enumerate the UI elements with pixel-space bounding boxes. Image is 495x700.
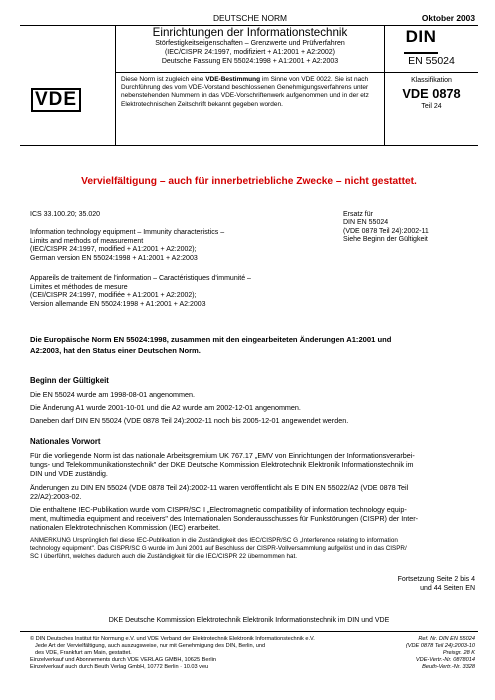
validity-p3: Daneben darf DIN EN 55024 (VDE 0878 Teil 24):2002-11 noch bis 2005-12-01 angewendet werden. [30, 416, 349, 425]
vde-notice: Diese Norm ist zugleich eine VDE-Bestimmung im Sinne von VDE 0022. Sie ist nach Durchführung des vom VDE-Vorstand beschlossenen Genehmigungsverfahrens unter nebenstehenden Nummern in das VDE-Vorschriftenwerk aufgenommen und in der etz Elektrotechnischen Zeitschrift bekannt gegeben worden. [121, 76, 369, 108]
foreword-p1: Für die vorliegende Norm ist das nationale Arbeitsgremium UK 767.17 „EMV von Einrichtungen der Informationsverarbei- tungs- und Telekommunikationstechnik" der DKE Deutsche Kommission Elektrotechnik Elektronik Informationstechnik im DIN und VDE zuständig. [30, 451, 415, 478]
status-statement: Die Europäische Norm EN 55024:1998, zusammen mit den eingearbeiteten Änderungen A1:2001 und A2:2003, hat den Status einer Deutschen Norm. [30, 335, 392, 355]
footer-reference: Ref. Nr. DIN EN 55024 (VDE 0878 Teil 24):2003-10 Preisgr. 28 K VDE-Vertr.-Nr. 0878014 Beuth-Vertr.-Nr. 3328 [405, 636, 475, 670]
english-title: Information technology equipment – Immunity characteristics – Limits and methods of measurement (IEC/CISPR 24:1997, modified + A1:2001 + A2:2002); German version EN 55024:1998 + A1:2001 + A2:2003 [30, 229, 225, 262]
header-box-bottom-rule [20, 145, 478, 146]
replacement-info: Ersatz für DIN EN 55024 (VDE 0878 Teil 24):2002-11 Siehe Beginn der Gültigkeit [343, 211, 429, 244]
din-logo: DIN [404, 28, 438, 54]
classification-number: VDE 0878 [402, 86, 461, 101]
din-number: EN 55024 [408, 55, 455, 67]
title-subtitle-3: Deutsche Fassung EN 55024:1998 + A1:2001 + A2:2003 [161, 58, 339, 65]
title-subtitle-2: (IEC/CISPR 24:1997, modifiziert + A1:2001 + A2:2002) [164, 49, 336, 56]
foreword-note: ANMERKUNG Ursprünglich fiel diese IEC-Publikation in die Zuständigkeit des IEC/CISPR/SC G „Interference relating to information technology equipment". Das CISPR/SC G wurde im Juni 2001 auf Beschluss der CISPR-Vollversammlung aufgelöst und in das CISPR/ SC I überführt, welches dadurch auch die Zuständigkeit für die IEC/CISPR 22 übernommen hat. [30, 537, 407, 560]
validity-heading: Beginn der Gültigkeit [30, 376, 109, 385]
title-bottom-rule [115, 72, 478, 73]
classification-part: Teil 24 [421, 103, 442, 110]
reproduction-warning: Vervielfältigung – auch für innerbetriebliche Zwecke – nicht gestattet. [81, 176, 417, 187]
foreword-heading: Nationales Vorwort [30, 437, 101, 446]
dke-line: DKE Deutsche Kommission Elektrotechnik Elektronik Informationstechnik im DIN und VDE [108, 617, 390, 624]
footer-rule [20, 631, 478, 632]
norm-label: DEUTSCHE NORM [213, 13, 287, 23]
footer-copyright: © DIN Deutsches Institut für Normung e.V. und VDE Verband der Elektrotechnik Elektronik Informationstechnik e.V. Jede Art der Vervielfältigung, auch auszugsweise, nur mit Genehmigung des DIN, Berlin, und des VDE, Frankfurt am Main, gestattet. Einzelverkauf und Abonnements durch VDE VERLAG GMBH, 10625 Berlin Einzelverkauf auch durch Beuth Verlag GmbH, 10772 Berlin · 10.03 veu [30, 636, 315, 670]
classification-label: Klassifikation [411, 77, 452, 84]
foreword-p3: Die enthaltene IEC-Publikation wurde vom CISPR/SC I „Electromagnetic compatibility of information technology equip- ment, multimedia equipment and receivers" des Internationalen Sonderausschusses für Funkstörungen (CISPR) der Inter- nationalen Elektrotechnischen Kommission (IEC) erarbeitet. [30, 505, 419, 532]
foreword-p2: Änderungen zu DIN EN 55024 (VDE 0878 Teil 24):2002-11 waren veröffentlicht als E DIN EN 55022/A2 (VDE 0878 Teil 22/A2):2003-02. [30, 483, 409, 501]
publication-date: Oktober 2003 [421, 13, 475, 23]
vde-logo: VDE [31, 88, 81, 112]
document-title: Einrichtungen der Informationstechnik [152, 26, 348, 39]
french-title: Appareils de traitement de l'information – Caractéristiques d'immunité – Limites et méthodes de mesure (CEI/CISPR 24:1997, modifiée + A1:2001 + A2:2002); Version allemande EN 55024:1998 + A1:2001 + A2:2003 [30, 275, 251, 308]
validity-p2: Die Änderung A1 wurde 2001-10-01 und die A2 wurde am 2002-12-01 angenommen. [30, 403, 301, 412]
ics-codes: ICS 33.100.20; 35.020 [30, 211, 101, 218]
continuation-note: Fortsetzung Seite 2 bis 4 und 44 Seiten EN [397, 576, 475, 592]
validity-p1: Die EN 55024 wurde am 1998-08-01 angenommen. [30, 390, 196, 399]
title-subtitle-1: Störfestigkeitseigenschaften – Grenzwerte und Prüfverfahren [155, 40, 345, 47]
